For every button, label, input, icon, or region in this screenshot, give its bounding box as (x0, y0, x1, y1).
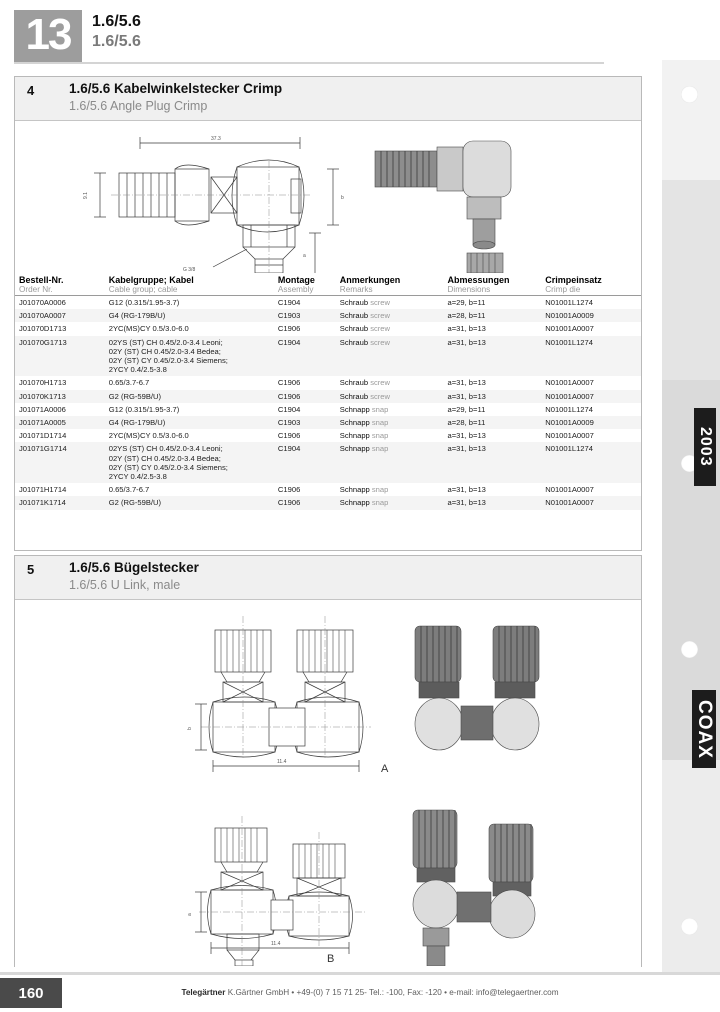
col-header-cable-en: Cable group; cable (108, 285, 178, 294)
cell-dimensions: a=31, b=13 (447, 391, 486, 401)
col-header-assembly-en: Assembly (277, 285, 314, 294)
col-header-crimp (541, 273, 641, 296)
remark-en: screw (368, 378, 391, 388)
remark-en: screw (368, 311, 391, 321)
cell-assembly: C1906 (277, 431, 301, 441)
col-header-assembly-de: Montage (277, 275, 315, 285)
angle-plug-svg (15, 121, 641, 273)
cell-order-number: J01071H1714 (19, 485, 67, 495)
cell-crimp-die: N01001A0007 (545, 378, 594, 388)
remark-de: Schraub (339, 378, 369, 388)
cell-assembly: C1903 (277, 418, 301, 428)
cell-dimensions: a=31, b=13 (447, 378, 486, 388)
section-5-body (15, 600, 641, 971)
table-row (15, 390, 641, 403)
cell-assembly: C1904 (277, 444, 301, 454)
cell-dimensions: a=29, b=11 (447, 404, 486, 414)
col-header-order-de: Bestell-Nr. (19, 275, 64, 285)
side-tab-year: 2003 (694, 408, 716, 486)
remark-de: Schraub (339, 391, 369, 401)
cell-remarks (336, 296, 444, 310)
col-header-remarks (336, 273, 444, 296)
thread-label: G 3/8 (183, 267, 196, 273)
cell-dimensions: a=31, b=13 (447, 431, 486, 441)
cell-remarks (336, 442, 444, 483)
strip-band-1 (662, 60, 720, 180)
section-angle-plug-crimp (14, 76, 642, 551)
remark-en: snap (369, 418, 389, 428)
cell-cable-group: G2 (RG-59B/U) (108, 498, 162, 508)
dim-b-label: b (341, 195, 344, 201)
cell-cable-group: G4 (RG-179B/U) (108, 418, 166, 428)
cell-cable-group: 0.65/3.7-6.7 (108, 378, 150, 388)
cell-crimp-die: N01001L1274 (545, 444, 593, 454)
remark-de: Schraub (339, 324, 369, 334)
cell-assembly: C1906 (277, 324, 301, 334)
table-row (15, 336, 641, 377)
remark-de: Schnapp (339, 485, 370, 495)
cell-assembly: C1906 (277, 485, 301, 495)
cell-order-number: J01071G1714 (19, 444, 67, 454)
angle-plug-drawings (15, 121, 641, 273)
cell-cable-group: G2 (RG-59B/U) (108, 391, 162, 401)
cell-crimp-die: N01001A0007 (545, 485, 594, 495)
cell-dimensions: a=31, b=13 (447, 337, 486, 347)
page-number: 160 (0, 978, 62, 1008)
col-header-dimensions-en: Dimensions (447, 285, 491, 294)
cell-dimensions: a=28, b=11 (447, 311, 486, 321)
cell-crimp-die: N01001A0007 (545, 431, 594, 441)
section-5-title-de: 1.6/5.6 Bügelstecker (69, 560, 199, 575)
section-4-number: 4 (27, 83, 35, 98)
section-u-link (14, 555, 642, 967)
cell-crimp-die: N01001A0009 (545, 418, 594, 428)
cell-assembly: C1906 (277, 391, 301, 401)
cell-order-number: J01070G1713 (19, 337, 67, 347)
cell-remarks (336, 322, 444, 335)
page-title (92, 12, 141, 52)
cell-dimensions: a=29, b=11 (447, 298, 486, 307)
remark-en: snap (369, 431, 389, 441)
cell-cable-group: 02YS (ST) CH 0.45/2.0-3.4 Leoni; 02Y (ST) CH 0.45/2.0-3.4 Bedea; 02Y (ST) CY 0.45/2.0-3.4 Siemens; 2YCY 0.4/2.5-3.8 (108, 337, 228, 375)
table-row (15, 483, 641, 496)
table-row (15, 496, 641, 509)
table-row (15, 416, 641, 429)
cell-assembly: C1903 (277, 311, 301, 321)
cell-remarks (336, 483, 444, 496)
col-header-remarks-en: Remarks (339, 285, 373, 294)
cell-cable-group: 2YC(MS)CY 0.5/3.0-6.0 (108, 324, 189, 334)
spec-table-body (15, 296, 641, 510)
cell-order-number: J01071A0005 (19, 418, 66, 428)
section-5-title-en: 1.6/5.6 U Link, male (69, 578, 181, 592)
cell-dimensions: a=31, b=13 (447, 444, 486, 454)
u-link-a-height-label: b (187, 727, 193, 730)
remark-de: Schraub (339, 311, 369, 321)
cell-cable-group: G4 (RG-179B/U) (108, 311, 166, 321)
figure-label-b: B (327, 953, 335, 965)
cell-crimp-die: N01001L1274 (545, 337, 593, 347)
table-row (15, 376, 641, 389)
table-row (15, 442, 641, 483)
cell-crimp-die: N01001A0007 (545, 498, 594, 508)
u-link-b-length-label: 11.4 (271, 941, 281, 947)
cell-order-number: J01070H1713 (19, 378, 67, 388)
remark-en: screw (368, 391, 391, 401)
footer-company-name: Telegärtner (181, 988, 226, 997)
cell-cable-group: 2YC(MS)CY 0.5/3.0-6.0 (108, 431, 189, 441)
col-header-crimp-de: Crimpeinsatz (545, 275, 602, 285)
dim-width-label: 37.3 (211, 136, 221, 142)
cell-order-number: J01071A0006 (19, 404, 66, 414)
angle-plug-photo (375, 141, 511, 273)
section-4-title-en: 1.6/5.6 Angle Plug Crimp (69, 99, 208, 113)
table-row (15, 429, 641, 442)
section-4-body (15, 121, 641, 510)
remark-de: Schnapp (339, 444, 370, 454)
footer-divider (0, 972, 720, 975)
strip-band-2 (662, 180, 720, 380)
u-link-figure-a-photo (415, 626, 539, 750)
side-tab-category: COAX (692, 690, 716, 768)
table-row (15, 322, 641, 335)
remark-de: Schnapp (339, 498, 370, 508)
remark-de: Schraub (339, 298, 369, 307)
cell-cable-group: G12 (0.315/1.95-3.7) (108, 298, 180, 307)
table-row (15, 296, 641, 310)
cell-remarks (336, 429, 444, 442)
col-header-cable (105, 273, 274, 296)
remark-en: screw (368, 298, 391, 307)
remark-de: Schnapp (339, 418, 370, 428)
section-4-header (15, 77, 641, 121)
col-header-dimensions (443, 273, 541, 296)
cell-order-number: J01070A0006 (19, 298, 66, 307)
remark-de: Schraub (339, 337, 369, 347)
table-row (15, 403, 641, 416)
u-link-svg (15, 600, 641, 966)
cell-crimp-die: N01001A0009 (545, 311, 594, 321)
cell-crimp-die: N01001L1274 (545, 298, 593, 307)
footer-company-details: K.Gärtner GmbH • +49-(0) 7 15 71 25- Tel.: -100, Fax: -120 • e-mail: info@telegaertner.com (227, 988, 559, 997)
header-divider (14, 62, 604, 64)
cell-dimensions: a=31, b=13 (447, 485, 486, 495)
col-header-order (15, 273, 105, 296)
col-header-crimp-en: Crimp die (545, 285, 581, 294)
cell-dimensions: a=28, b=11 (447, 418, 486, 428)
cell-order-number: J01071D1714 (19, 431, 67, 441)
page-title-de: 1.6/5.6 (92, 13, 141, 30)
remark-en: snap (369, 498, 389, 508)
footer-company-info (70, 986, 670, 1000)
spec-table-head (15, 273, 641, 296)
cell-remarks (336, 390, 444, 403)
chapter-number-badge: 13 (14, 10, 82, 62)
punch-hole (681, 86, 698, 103)
page-title-en: 1.6/5.6 (92, 33, 141, 50)
spec-header-row (15, 273, 641, 296)
cell-remarks (336, 416, 444, 429)
cell-assembly: C1904 (277, 298, 301, 307)
dim-height-label: 9.1 (83, 192, 89, 199)
cell-remarks (336, 496, 444, 509)
cell-assembly: C1904 (277, 404, 301, 414)
cell-remarks (336, 336, 444, 377)
cell-remarks (336, 309, 444, 322)
dim-a-label: a (303, 253, 306, 259)
remark-en: snap (369, 404, 389, 414)
cell-assembly: C1904 (277, 337, 301, 347)
col-header-remarks-de: Anmerkungen (339, 275, 401, 285)
col-header-order-en: Order Nr. (19, 285, 53, 294)
col-header-assembly (274, 273, 336, 296)
col-header-dimensions-de: Abmessungen (447, 275, 510, 285)
remark-en: screw (368, 324, 391, 334)
remark-en: snap (369, 485, 389, 495)
cell-order-number: J01070A0007 (19, 311, 66, 321)
cell-order-number: J01070K1713 (19, 391, 66, 401)
cell-dimensions: a=31, b=13 (447, 498, 486, 508)
cell-crimp-die: N01001A0007 (545, 324, 594, 334)
cell-cable-group: 02YS (ST) CH 0.45/2.0-3.4 Leoni; 02Y (ST) CH 0.45/2.0-3.4 Bedea; 02Y (ST) CY 0.45/2.0-3.4 Siemens; 2YCY 0.4/2.5-3.8 (108, 444, 228, 482)
u-link-a-length-label: 11.4 (277, 759, 287, 765)
strip-band-4 (662, 760, 720, 975)
figure-label-a: A (381, 763, 389, 775)
section-5-number: 5 (27, 562, 35, 577)
table-row (15, 309, 641, 322)
cell-cable-group: 0.65/3.7-6.7 (108, 485, 150, 495)
cell-crimp-die: N01001L1274 (545, 404, 593, 414)
u-link-figure-b-photo (413, 810, 535, 966)
cell-assembly: C1906 (277, 498, 301, 508)
cell-remarks (336, 403, 444, 416)
cell-crimp-die: N01001A0007 (545, 391, 594, 401)
punch-hole (681, 641, 698, 658)
section-4-title-de: 1.6/5.6 Kabelwinkelstecker Crimp (69, 81, 283, 96)
remark-de: Schnapp (339, 404, 370, 414)
punch-hole (681, 918, 698, 935)
cell-dimensions: a=31, b=13 (447, 324, 486, 334)
cell-assembly: C1906 (277, 378, 301, 388)
remark-de: Schnapp (339, 431, 370, 441)
col-header-cable-de: Kabelgruppe; Kabel (108, 275, 194, 285)
cell-order-number: J01071K1714 (19, 498, 66, 508)
remark-en: screw (368, 337, 391, 347)
angle-plug-spec-table (15, 273, 641, 510)
remark-en: snap (369, 444, 389, 454)
section-5-header (15, 556, 641, 600)
cell-cable-group: G12 (0.315/1.95-3.7) (108, 404, 180, 414)
cell-order-number: J01070D1713 (19, 324, 67, 334)
cell-remarks (336, 376, 444, 389)
u-link-figure-a-drawing (195, 616, 371, 772)
u-link-b-height-label: a (187, 913, 193, 916)
right-margin-strip (662, 0, 720, 1012)
